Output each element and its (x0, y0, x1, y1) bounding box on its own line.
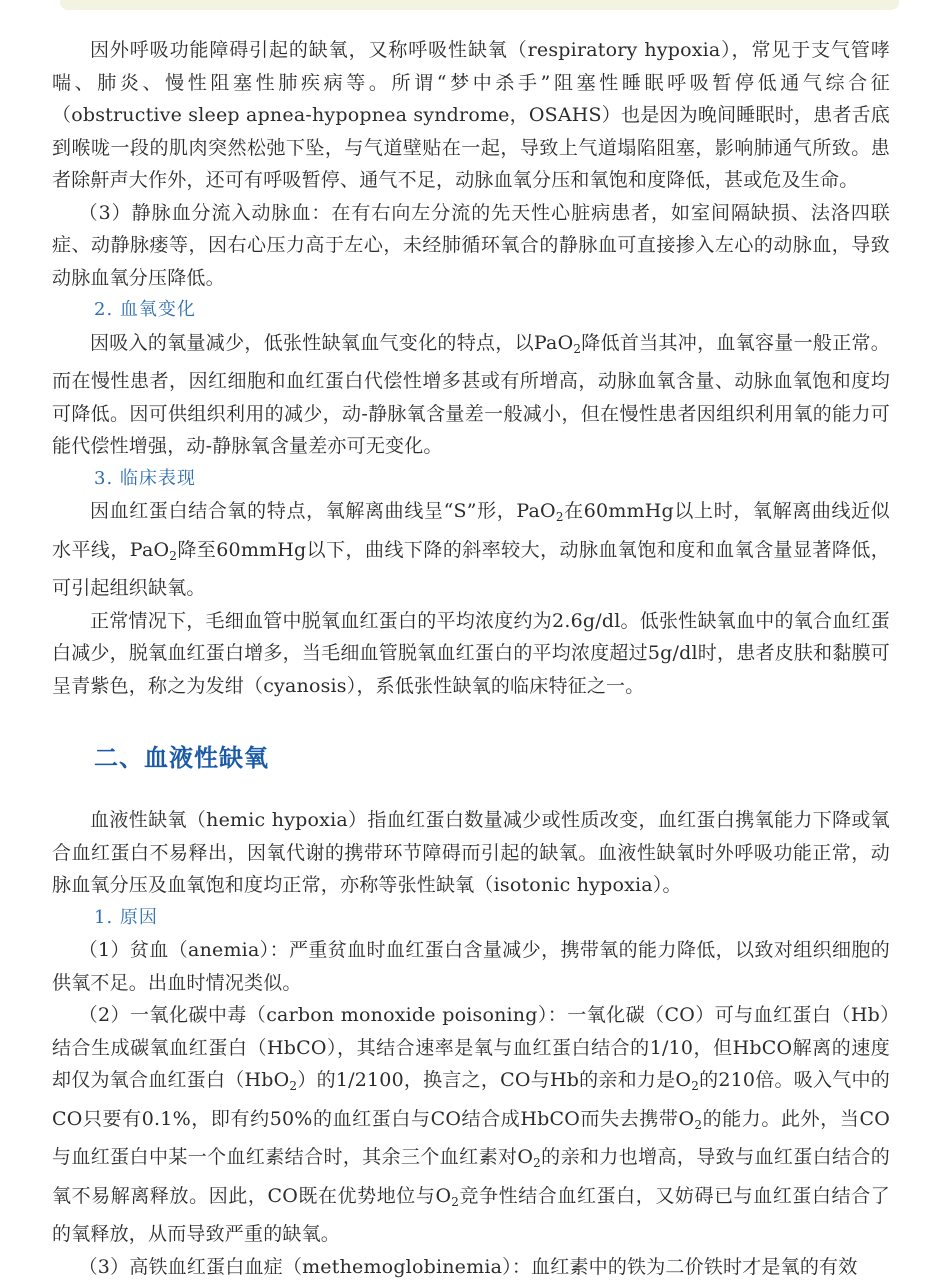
paragraph-cyanosis: 正常情况下，毛细血管中脱氧血红蛋白的平均浓度约为2.6g/dl。低张性缺氧血中的氧合血红蛋白减少，脱氧血红蛋白增多，当毛细血管脱氧血红蛋白的平均浓度超过5g/dl时，患者皮肤和黏膜可呈青紫色，称之为发绀（cyanosis），系低张性缺氧的临床特征之一。 (52, 605, 890, 703)
subheading-cause: 1. 原因 (94, 902, 890, 935)
paragraph-respiratory-hypoxia: 因外呼吸功能障碍引起的缺氧，又称呼吸性缺氧（respiratory hypoxia），常见于支气管哮喘、肺炎、慢性阻塞性肺疾病等。所谓“梦中杀手”阻塞性睡眠呼吸暂停低通气综合征（obstructive sleep apnea-hypopnea syndrome，OSAHS）也是因为晚间睡眠时，患者舌底到喉咙一段的肌肉突然松弛下坠，与气道壁贴在一起，导致上气道塌陷阻塞，影响肺通气所致。患者除鼾声大作外，还可有呼吸暂停、通气不足，动脉血氧分压和氧饱和度降低，甚或危及生命。 (52, 34, 890, 197)
paragraph-venous-shunt: （3）静脉血分流入动脉血：在有右向左分流的先天性心脏病患者，如室间隔缺损、法洛四联症、动静脉瘘等，因右心压力高于左心，未经肺循环氧合的静脉血可直接掺入左心的动脉血，导致动脉血氧分压降低。 (52, 197, 890, 295)
top-decorative-band (60, 0, 899, 10)
paragraph-blood-gas-change: 因吸入的氧量减少，低张性缺氧血气变化的特点，以PaO$_2$降低首当其冲，血氧容量一般正常。而在慢性患者，因红细胞和血红蛋白代偿性增多甚或有所增高，动脉血氧含量、动脉血氧饱和度均可降低。因可供组织利用的减少，动-静脉氧含量差一般减小，但在慢性患者因组织利用氧的能力可能代偿性增强，动-静脉氧含量差亦可无变化。 (52, 327, 890, 463)
subheading-clinical-manifestation: 3. 临床表现 (94, 463, 890, 496)
section-title-hemic-hypoxia: 二、血液性缺氧 (94, 738, 890, 778)
paragraph-methemoglobinemia: （3）高铁血红蛋白血症（methemoglobinemia）：血红素中的铁为二价铁时才是氧的有效 (52, 1251, 890, 1283)
paragraph-hemic-hypoxia-definition: 血液性缺氧（hemic hypoxia）指血红蛋白数量减少或性质改变，血红蛋白携氧能力下降或氧合血红蛋白不易释出，因氧代谢的携带环节障碍而引起的缺氧。血液性缺氧时外呼吸功能正常，动脉血氧分压及血氧饱和度均正常，亦称等张性缺氧（isotonic hypoxia）。 (52, 804, 890, 902)
document-page (52, 34, 890, 1283)
paragraph-anemia: （1）贫血（anemia）：严重贫血时血红蛋白含量减少，携带氧的能力降低，以致对组织细胞的供氧不足。出血时情况类似。 (52, 934, 890, 999)
subheading-blood-oxygen-change: 2. 血氧变化 (94, 294, 890, 327)
paragraph-co-poisoning: （2）一氧化碳中毒（carbon monoxide poisoning）：一氧化碳（CO）可与血红蛋白（Hb）结合生成碳氧血红蛋白（HbCO），其结合速率是氧与血红蛋白结合的1/10，但HbCO解离的速度却仅为氧合血红蛋白（HbO$_2$）的1/2100，换言之，CO与Hb的亲和力是$O_2$的210倍。吸入气中的CO只要有0.1%，即有约50%的血红蛋白与CO结合成HbCO而失去携带$O_2$的能力。此外，当CO与血红蛋白中某一个血红素结合时，其余三个血红素对$O_2$的亲和力也增高，导致与血红蛋白结合的氧不易解离释放。因此，CO既在优势地位与$O_2$竞争性结合血红蛋白，又妨碍已与血红蛋白结合了的氧释放，从而导致严重的缺氧。 (52, 999, 890, 1251)
paragraph-dissociation-curve: 因血红蛋白结合氧的特点，氧解离曲线呈“S”形，PaO$_2$在60mmHg以上时，氧解离曲线近似水平线，PaO$_2$降至60mmHg以下，曲线下降的斜率较大，动脉血氧饱和度和血氧含量显著降低，可引起组织缺氧。 (52, 495, 890, 605)
